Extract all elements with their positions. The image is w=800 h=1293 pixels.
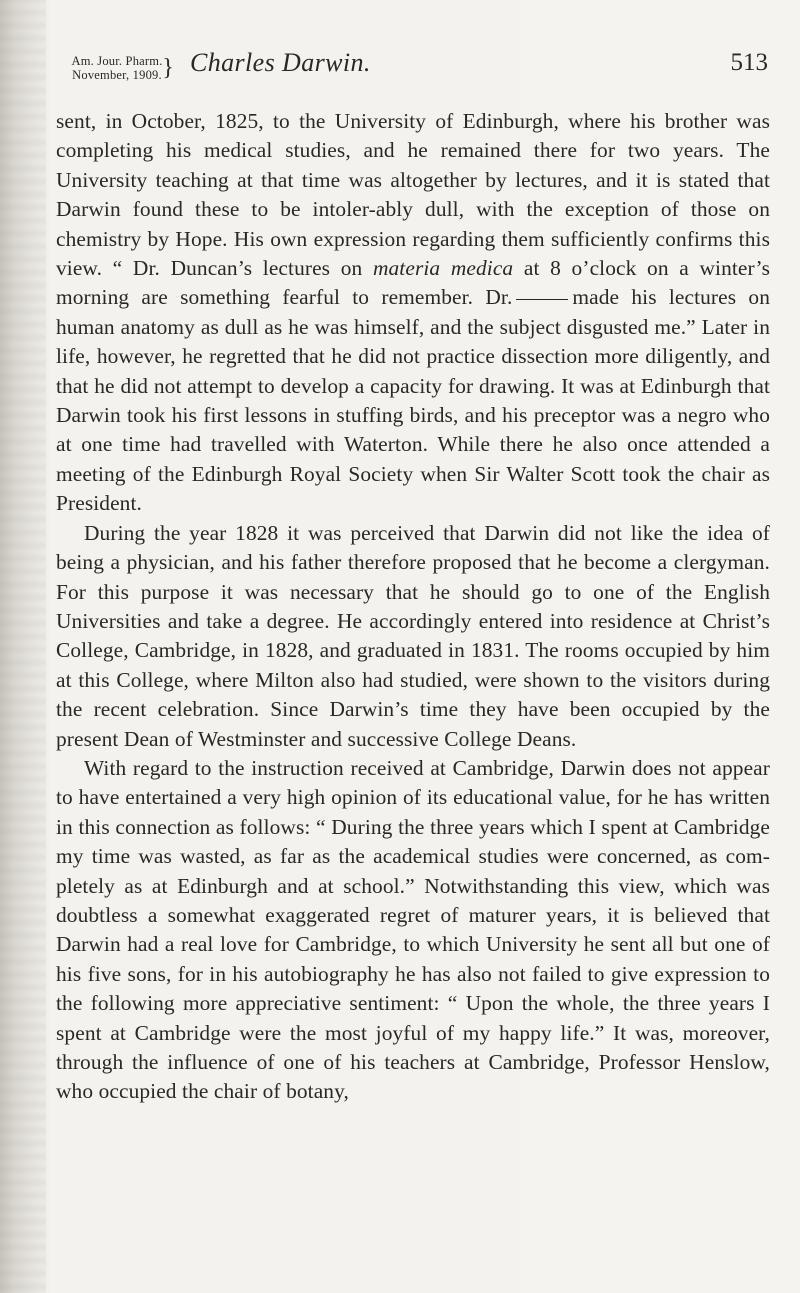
journal-name: Am. Jour. Pharm. xyxy=(71,54,163,68)
running-title: Charles Darwin. xyxy=(190,48,371,77)
journal-date: November, 1909. xyxy=(72,68,162,82)
page-header xyxy=(58,48,770,94)
paragraph-1-part-c: made his lectures on human anatomy as dull as he was himself, and the subject disgusted me.” Later in life, however, he regretted that he did not practice dissection more diligently, and that he did not attempt to develop a capacity for drawing. It was at Edinburgh that Darwin took his first lessons in stuffing birds, and his preceptor was a negro who at one time had travelled with Waterton. While there he also once attended a meeting of the Edinburgh Royal Society when Sir Walter Scott took the chair as President. xyxy=(56,285,770,516)
paragraph-1-part-a: sent, in October, 1825, to the University of Edinburgh, where his brother was completing his medical studies, and he remained there for two years. The University teaching at that time was altogether by lectures, and it is stated that Darwin found these to be intoler-ably dull, with the exception of those on chemistry by Hope. His own expression regarding them sufficiently confirms this view. “ Dr. Duncan’s lectures on xyxy=(56,109,770,281)
binding-gutter xyxy=(0,0,46,1293)
paragraph-3: With regard to the instruction received at Cambridge, Darwin does not appear to have entertained a very high opinion of its educational value, for he has written in this connection as follows: “ During the three years which I spent at Cambridge my time was wasted, as far as the academical studies were concerned, as com-pletely as at Edinburgh and at school.” Notwithstanding this view, which was doubtless a somewhat exaggerated regret of maturer years, it is believed that Darwin had a real love for Cambridge, to which University he sent all but one of his five sons, for in his autobiography he has also not failed to give expression to the following more appreciative sentiment: “ Upon the whole, the three years I spent at Cambridge were the most joyful of my happy life.” It was, moreover, through the influence of one of his teachers at Cambridge, Professor Henslow, who occupied the chair of botany, xyxy=(56,755,770,1104)
article-body xyxy=(56,107,770,1107)
paragraph-1 xyxy=(56,107,770,519)
paragraph-1-part-b: at 8 o’clock on a winter’s morning are something fearful to remember. Dr. xyxy=(56,256,770,310)
journal-citation xyxy=(58,54,176,82)
page-number: 513 xyxy=(730,49,768,76)
omitted-name-dash xyxy=(516,299,568,300)
brace-glyph: } xyxy=(162,55,174,81)
paragraph-2: During the year 1828 it was perceived that Darwin did not like the idea of being a physician, and his father therefore proposed that he become a clergyman. For this purpose it was necessary that he should go to one of the English Universities and take a degree. He accordingly entered into residence at Christ’s College, Cambridge, in 1828, and graduated in 1831. The rooms occupied by him at this College, where Milton also had studied, were shown to the visitors during the recent celebration. Since Darwin’s time they have been occupied by the present Dean of Westminster and successive College Deans. xyxy=(56,520,770,751)
paragraph-1-italic: materia medica xyxy=(372,256,514,281)
